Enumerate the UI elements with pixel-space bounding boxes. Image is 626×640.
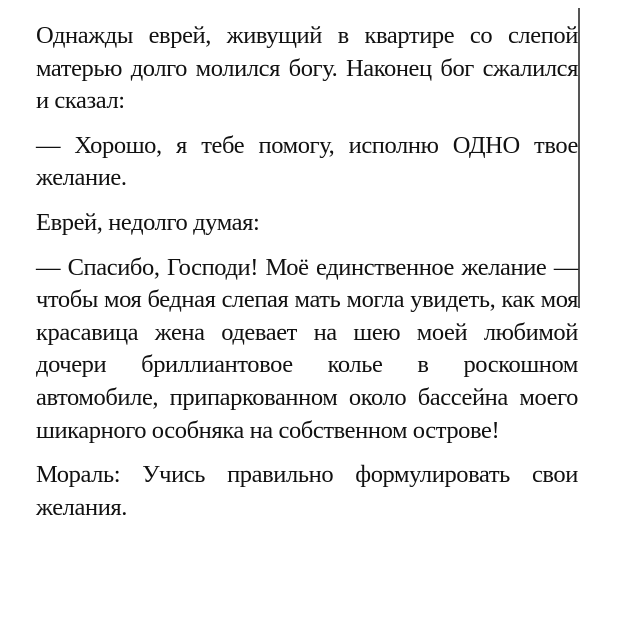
page-edge-line (578, 8, 580, 308)
paragraph-moral: Мораль: Учись правильно формулировать свои желания. (36, 461, 578, 521)
paragraph-god-reply: — Хорошо, я тебе помогу, исполню ОДНО твое желание. (36, 131, 578, 192)
paragraph-jew-thinking: Еврей, недолго думая: (36, 208, 260, 236)
text-document (36, 20, 578, 524)
paragraph-wish: — Спасибо, Господи! Моё единственное желание — чтобы моя бедная слепая мать могла увидеть, как моя красавица жена одевает на шею моей любимой дочери бриллиантовое колье в роскошном автомобиле, припаркованном около бассейна моего шикарного особняка на собственном острове! (36, 253, 578, 444)
paragraph-intro: Однажды еврей, живущий в квартире со слепой матерью долго молился богу. Наконец бог сжалился и сказал: (36, 22, 578, 115)
